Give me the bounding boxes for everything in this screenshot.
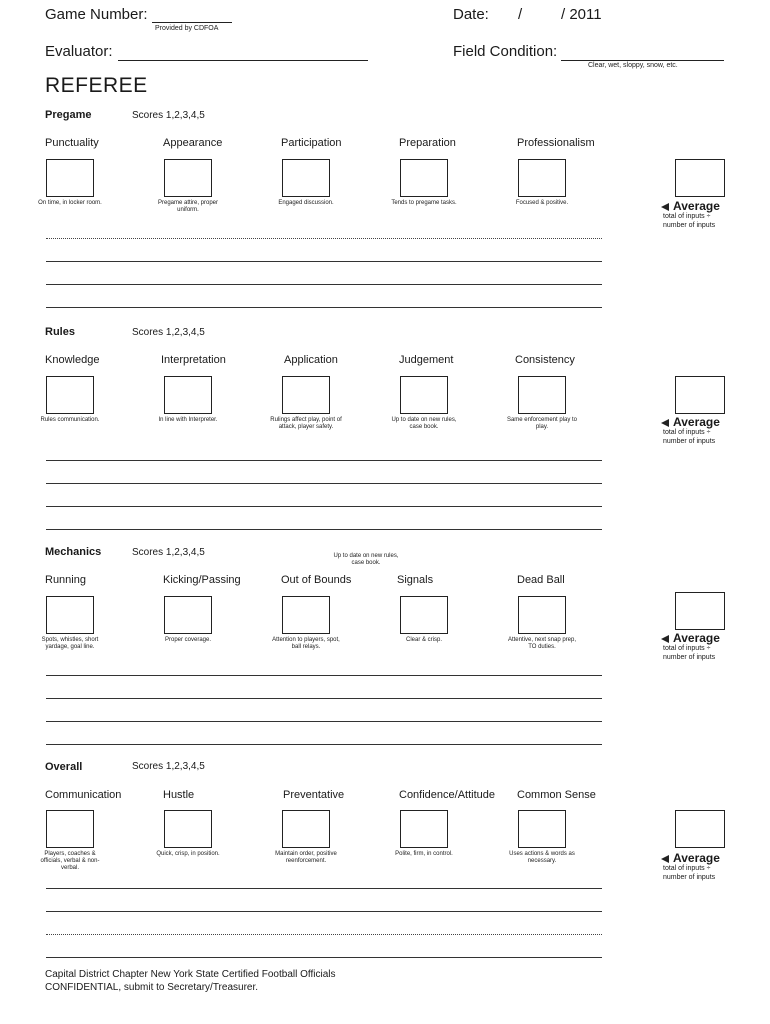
category-label: Communication bbox=[45, 789, 122, 801]
average-formula-line1: total of inputs ÷ bbox=[663, 865, 711, 872]
average-formula-line2: number of inputs bbox=[663, 874, 716, 881]
score-box[interactable] bbox=[518, 810, 566, 848]
category-label: Application bbox=[284, 354, 338, 366]
category-description: Focused & positive. bbox=[515, 200, 569, 206]
comment-line[interactable] bbox=[46, 307, 602, 308]
score-box[interactable] bbox=[46, 596, 94, 634]
category-description: Engaged discussion. bbox=[278, 200, 334, 206]
score-box[interactable] bbox=[400, 376, 448, 414]
score-box[interactable] bbox=[282, 159, 330, 197]
average-formula-line2: number of inputs bbox=[663, 654, 716, 661]
comment-line[interactable] bbox=[46, 934, 602, 935]
category-description: Uses actions & words as necessary. bbox=[509, 851, 575, 864]
average-label: Average bbox=[661, 851, 720, 865]
date-separator-1: / bbox=[518, 6, 523, 23]
score-box[interactable] bbox=[46, 376, 94, 414]
comment-line[interactable] bbox=[46, 506, 602, 507]
comment-line[interactable] bbox=[46, 698, 602, 699]
date-label: Date: bbox=[453, 6, 489, 23]
average-box[interactable] bbox=[675, 810, 725, 848]
category-description: Up to date on new rules, case book. bbox=[391, 417, 457, 430]
category-description: Pregame attire, proper uniform. bbox=[157, 200, 219, 213]
category-label: Punctuality bbox=[45, 137, 99, 149]
category-description: Quick, crisp, in position. bbox=[156, 851, 220, 857]
category-label: Consistency bbox=[515, 354, 575, 366]
field-condition-hint: Clear, wet, sloppy, snow, etc. bbox=[588, 62, 678, 69]
average-label: Average bbox=[661, 631, 720, 645]
category-description: Attention to players, spot, ball relays. bbox=[272, 637, 340, 650]
score-box[interactable] bbox=[400, 810, 448, 848]
category-description: Spots, whistles, short yardage, goal line. bbox=[41, 637, 99, 650]
footer-organization: Capital District Chapter New York State Certified Football Officials bbox=[45, 969, 336, 980]
comment-line[interactable] bbox=[46, 460, 602, 461]
category-description: Attentive, next snap prep, TO duties. bbox=[507, 637, 577, 650]
category-description: Same enforcement play to play. bbox=[506, 417, 578, 430]
date-separator-2: / 2011 bbox=[561, 6, 602, 23]
category-description: Rulings affect play, point of attack, player safety. bbox=[270, 417, 342, 430]
average-box[interactable] bbox=[675, 376, 725, 414]
average-box[interactable] bbox=[675, 159, 725, 197]
left-arrow-icon bbox=[661, 635, 669, 643]
category-description: In line with Interpreter. bbox=[158, 417, 218, 423]
category-label: Out of Bounds bbox=[281, 574, 352, 586]
category-label: Confidence/Attitude bbox=[399, 789, 496, 801]
average-box[interactable] bbox=[675, 592, 725, 630]
category-description: Tends to pregame tasks. bbox=[391, 200, 457, 206]
score-box[interactable] bbox=[400, 596, 448, 634]
score-box[interactable] bbox=[282, 596, 330, 634]
game-number-label: Game Number: bbox=[45, 6, 148, 23]
score-box[interactable] bbox=[46, 159, 94, 197]
comment-line[interactable] bbox=[46, 238, 602, 239]
section-title: Overall bbox=[45, 761, 83, 773]
left-arrow-icon bbox=[661, 203, 669, 211]
category-label: Interpretation bbox=[161, 354, 226, 366]
score-box[interactable] bbox=[400, 159, 448, 197]
category-label: Judgement bbox=[399, 354, 454, 366]
score-box[interactable] bbox=[518, 596, 566, 634]
scores-note: Scores 1,2,3,4,5 bbox=[132, 110, 205, 121]
comment-line[interactable] bbox=[46, 284, 602, 285]
category-label: Knowledge bbox=[45, 354, 100, 366]
section-note: Up to date on new rules, case book. bbox=[333, 553, 399, 566]
average-formula-line1: total of inputs ÷ bbox=[663, 645, 711, 652]
provided-by-note: Provided by CDFOA bbox=[155, 25, 219, 32]
category-label: Common Sense bbox=[517, 789, 596, 801]
category-description: Clear & crisp. bbox=[405, 637, 442, 643]
category-label: Professionalism bbox=[517, 137, 595, 149]
score-box[interactable] bbox=[518, 376, 566, 414]
average-formula-line1: total of inputs ÷ bbox=[663, 429, 711, 436]
comment-line[interactable] bbox=[46, 721, 602, 722]
average-formula-line2: number of inputs bbox=[663, 222, 716, 229]
category-description: Maintain order, positive reenforcement. bbox=[275, 851, 337, 864]
section-title: Mechanics bbox=[45, 546, 102, 558]
scores-note: Scores 1,2,3,4,5 bbox=[132, 761, 205, 772]
comment-line[interactable] bbox=[46, 911, 602, 912]
comment-line[interactable] bbox=[46, 529, 602, 530]
comment-line[interactable] bbox=[46, 744, 602, 745]
category-label: Hustle bbox=[163, 789, 195, 801]
category-label: Running bbox=[45, 574, 86, 586]
score-box[interactable] bbox=[164, 810, 212, 848]
evaluator-label: Evaluator: bbox=[45, 43, 113, 60]
score-box[interactable] bbox=[164, 159, 212, 197]
category-label: Appearance bbox=[163, 137, 223, 149]
score-box[interactable] bbox=[518, 159, 566, 197]
footer-confidential-note: CONFIDENTIAL, submit to Secretary/Treasurer. bbox=[45, 982, 259, 993]
left-arrow-icon bbox=[661, 419, 669, 427]
comment-line[interactable] bbox=[46, 957, 602, 958]
scores-note: Scores 1,2,3,4,5 bbox=[132, 547, 205, 558]
category-description: Proper coverage. bbox=[164, 637, 212, 643]
score-box[interactable] bbox=[282, 376, 330, 414]
comment-line[interactable] bbox=[46, 261, 602, 262]
average-formula-line2: number of inputs bbox=[663, 438, 716, 445]
game-number-field[interactable] bbox=[152, 5, 232, 23]
category-description: Players, coaches & officials, verbal & non-verbal. bbox=[40, 851, 100, 871]
comment-line[interactable] bbox=[46, 675, 602, 676]
category-description: Rules communication. bbox=[40, 417, 100, 423]
category-label: Preparation bbox=[399, 137, 456, 149]
section-title: Pregame bbox=[45, 109, 92, 121]
average-label: Average bbox=[661, 199, 720, 213]
comment-line[interactable] bbox=[46, 483, 602, 484]
average-label: Average bbox=[661, 415, 720, 429]
category-description: On time, in locker room. bbox=[38, 200, 102, 206]
score-box[interactable] bbox=[282, 810, 330, 848]
category-label: Dead Ball bbox=[517, 574, 565, 586]
average-formula-line1: total of inputs ÷ bbox=[663, 213, 711, 220]
page-title: REFEREE bbox=[45, 74, 148, 97]
category-label: Kicking/Passing bbox=[163, 574, 241, 586]
score-box[interactable] bbox=[46, 810, 94, 848]
left-arrow-icon bbox=[661, 855, 669, 863]
field-condition-field[interactable] bbox=[561, 44, 724, 61]
category-description: Polite, firm, in control. bbox=[395, 851, 453, 857]
field-condition-label: Field Condition: bbox=[453, 43, 558, 60]
category-label: Signals bbox=[397, 574, 434, 586]
evaluator-field[interactable] bbox=[118, 44, 368, 61]
category-label: Preventative bbox=[283, 789, 345, 801]
comment-line[interactable] bbox=[46, 888, 602, 889]
scores-note: Scores 1,2,3,4,5 bbox=[132, 327, 205, 338]
category-label: Participation bbox=[281, 137, 342, 149]
score-box[interactable] bbox=[164, 596, 212, 634]
score-box[interactable] bbox=[164, 376, 212, 414]
section-title: Rules bbox=[45, 326, 75, 338]
